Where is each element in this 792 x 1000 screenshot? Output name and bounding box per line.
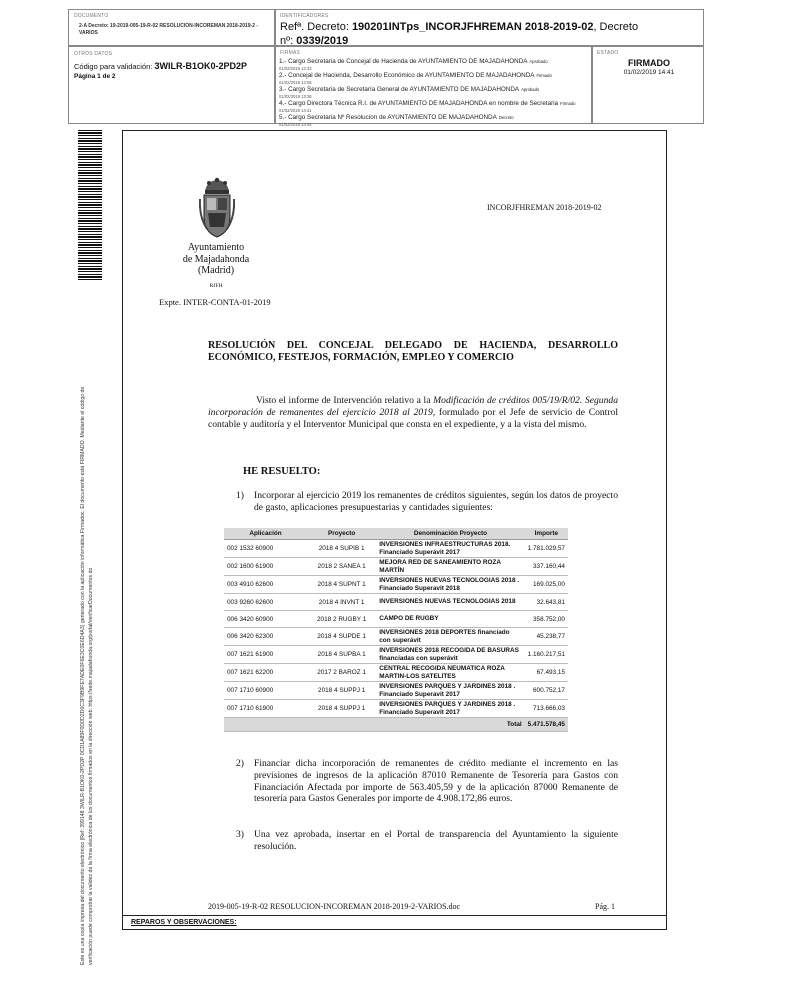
col-denominacion: Denominación Proyecto: [376, 528, 524, 540]
cell-aplicacion: 002 1532 60900: [224, 540, 307, 558]
firma-text: 1.- Cargo Secretaria de Concejal de Hacienda de AYUNTAMIENTO DE MAJADAHONDA: [279, 58, 528, 65]
cell-proyecto: 2018 2 SANEA 1: [307, 558, 376, 576]
firma-date: 01/02/2019 13:06: [279, 80, 312, 85]
firma-date: 01/02/2019 12:33: [279, 66, 312, 71]
cell-importe: 337.160,44: [525, 558, 568, 576]
intro-text-a: Visto el informe de Intervención relativo a la: [256, 395, 434, 406]
ref-line: [280, 20, 700, 48]
firma-status: Aprobado: [529, 59, 548, 64]
intro-paragraph: [208, 395, 618, 430]
firma-status: Firmado: [560, 101, 576, 106]
col-aplicacion: Aplicación: [224, 528, 307, 540]
doc-label: DOCUMENTO: [74, 13, 109, 19]
item-3-number: 3): [236, 829, 244, 840]
reference: INCORJFHREMAN 2018-2019-02: [487, 203, 602, 212]
table-row: [224, 646, 568, 664]
cell-denominacion: INVERSIONES NUEVAS TECNOLOGIAS 2018: [376, 594, 524, 611]
cell-aplicacion: 006 3420 62300: [224, 628, 307, 646]
cell-proyecto: 2018 4 SUPIB 1: [307, 540, 376, 558]
cell-importe: 600.752,17: [525, 682, 568, 700]
table-row: [224, 540, 568, 558]
total-label: Total: [376, 718, 524, 732]
firmas-list: [279, 58, 591, 128]
firma-item: [279, 72, 591, 86]
firma-status: Firmado: [536, 73, 552, 78]
ref-code: 190201INTps_INCORJFHREMAN 2018-2019-02: [351, 21, 594, 33]
cell-proyecto: 2018 2 RUGBY 1: [307, 611, 376, 628]
table-header-row: [224, 528, 568, 540]
cell-importe: 358.752,00: [525, 611, 568, 628]
cell-proyecto: 2018 4 SUPDE 1: [307, 628, 376, 646]
firma-text: 5.- Cargo Secretaria Nº Resolucion de AYUNTAMIENTO DE MAJADAHONDA: [279, 114, 497, 121]
cell-denominacion: CENTRAL RECOGIDA NEUMATICA ROZA MARTIN-LOS SATELITES: [376, 664, 524, 682]
codigo-line: [74, 61, 247, 71]
table-body: [224, 540, 568, 718]
firma-date: 01/02/2019 14:44: [279, 122, 312, 127]
cell-importe: 1.781.029,57: [525, 540, 568, 558]
firmas-label: FIRMAS: [280, 50, 301, 56]
table-row: [224, 682, 568, 700]
estado-label: ESTADO: [597, 50, 619, 56]
initials: RJFH: [209, 283, 223, 289]
table-row: [224, 611, 568, 628]
cell-proyecto: 2017 2 BAROZ 1: [307, 664, 376, 682]
reparos-box: [123, 915, 666, 930]
otros-label: OTROS DATOS: [74, 51, 113, 57]
cell-proyecto: 2018 4 SUPNT 1: [307, 576, 376, 594]
cell-aplicacion: 003 9260 62600: [224, 594, 307, 611]
firma-date: 01/02/2019 13:38: [279, 94, 312, 99]
cell-proyecto: 2018 4 SUPPJ 1: [307, 700, 376, 718]
remanentes-table: [224, 528, 568, 732]
reparos-label: REPAROS Y OBSERVACIONES:: [131, 919, 237, 926]
cell-importe: 32.643,81: [525, 594, 568, 611]
cell-aplicacion: 003 4910 62600: [224, 576, 307, 594]
cell-denominacion: INVERSIONES NUEVAS TECNOLOGIAS 2018 . Financiado Superavit 2018: [376, 576, 524, 594]
item-1-number: 1): [236, 490, 244, 501]
table-row: [224, 594, 568, 611]
cell-proyecto: 2018 4 INVNT 1: [307, 594, 376, 611]
ref-prefix: Refª. Decreto:: [280, 21, 349, 33]
col-proyecto: Proyecto: [307, 528, 376, 540]
otros-datos-box: [68, 46, 275, 124]
table-row: [224, 628, 568, 646]
cell-aplicacion: 002 1600 61900: [224, 558, 307, 576]
item-3-text: Una vez aprobada, insertar en el Portal de transparencia del Ayuntamiento la siguiente resolución.: [254, 829, 618, 852]
org-line-2: de Majadahonda: [182, 253, 250, 265]
estado-fecha: 01/02/2019 14:41: [623, 69, 675, 76]
pagina: Página 1 de 2: [74, 73, 116, 80]
firma-status: Aprobado: [521, 87, 540, 92]
cell-denominacion: INVERSIONES INFRAESTRUCTURAS 2018. Financiado Superávit 2017: [376, 540, 524, 558]
cell-aplicacion: 006 3420 60900: [224, 611, 307, 628]
org-line-1: Ayuntamiento: [187, 242, 245, 253]
firma-item: [279, 58, 591, 72]
col-importe: Importe: [525, 528, 568, 540]
cell-denominacion: INVERSIONES PARQUES Y JARDINES 2018 . Financiado Superavit 2017: [376, 700, 524, 718]
cell-aplicacion: 007 1710 60900: [224, 682, 307, 700]
firma-item: [279, 86, 591, 100]
item-2-number: 2): [236, 758, 244, 769]
cell-denominacion: INVERSIONES PARQUES Y JARDINES 2018 . Financiado Superavit 2017: [376, 682, 524, 700]
side-text-1: Este es una copia impresa del documento electrónico (Ref: 399148 3WILR-B1OK0-2PD2P 0CD1A89F0D0D2D6C3F9B9FE7ADE0F6E3C0E6D4A3) generado con la aplicación informática Firmadoc. El documento está FIRMADO. Mediante el código de: [80, 386, 86, 965]
table-row: [224, 700, 568, 718]
document-box: [68, 9, 275, 46]
firma-text: 3.- Cargo Secretaria de Secretaría General de AYUNTAMIENTO DE MAJADAHONDA: [279, 86, 520, 93]
cell-denominacion: CAMPO DE RUGBY: [376, 611, 524, 628]
table-row: [224, 576, 568, 594]
expediente: Expte. INTER-CONTA-01-2019: [159, 297, 271, 307]
identificadores-box: [275, 9, 704, 46]
cell-importe: 169.025,00: [525, 576, 568, 594]
org-line-3: (Madrid): [197, 265, 235, 276]
cell-aplicacion: 007 1621 62200: [224, 664, 307, 682]
doc-text: 2-A Decreto: 19-2019-005-19-R-02 RESOLUCION-INCOREMAN 2018-2019-2 -VARIOS: [79, 23, 259, 36]
ref-no: 0339/2019: [296, 35, 349, 47]
item-1-text: Incorporar al ejercicio 2019 los remanentes de créditos siguientes, según los datos de proyecto de gasto, aplicaciones presupuestarias y cantidades siguientes:: [254, 490, 618, 513]
barcode: [78, 130, 102, 280]
firma-text: 4.- Cargo Directora Técnica R.I. de AYUNTAMIENTO DE MAJADAHONDA en nombre de Secretaria: [279, 100, 559, 107]
side-text-2: verificación puede comprobar la validez de la firma electrónica de los documentos firmados en la dirección web: https://sede.majadahonda.org/portal/verificarDocumentos.do: [88, 567, 94, 965]
ref-no-label: nº:: [280, 35, 294, 47]
table-row: [224, 558, 568, 576]
firma-status: Decreto: [498, 115, 514, 120]
coat-of-arms-icon: [199, 177, 235, 239]
cell-importe: 713.666,03: [525, 700, 568, 718]
cell-proyecto: 2018 4 SUPPJ 1: [307, 682, 376, 700]
cell-proyecto: 2018 4 SUPBA 1: [307, 646, 376, 664]
resolution-title: RESOLUCIÓN DEL CONCEJAL DELEGADO DE HACIENDA, DESARROLLO ECONÓMICO, FESTEJOS, FORMACIÓN, EMPLEO Y COMERCIO: [208, 340, 618, 363]
codigo-label: Código para validación:: [74, 62, 153, 71]
table-total-row: [224, 718, 568, 732]
cell-importe: 45.238,77: [525, 628, 568, 646]
ident-label: IDENTIFICADORES: [280, 13, 329, 19]
firma-date: 01/02/2019 14:41: [279, 108, 312, 113]
org-name: [163, 242, 269, 277]
cell-denominacion: MEJORA RED DE SANEAMIENTO ROZA MARTÍN: [376, 558, 524, 576]
footer-filename: 2019-005-19-R-02 RESOLUCION-INCOREMAN 2018-2019-2-VARIOS.doc: [208, 902, 461, 911]
intro-text-italic: Modificación de créditos 005/19/R/02. Segunda incorporación de remanentes del ejercicio 2018 al 2019,: [208, 395, 618, 418]
intro-text-b: formulado por el Jefe de servicio de Control contable y auditoría y el Interventor Municipal que consta en el expediente, y a la vista del mismo.: [208, 406, 619, 430]
firma-text: 2.- Concejal de Hacienda, Desarrollo Económico de AYUNTAMIENTO DE MAJADAHONDA: [279, 72, 535, 79]
cell-importe: 67.493,15: [525, 664, 568, 682]
estado-value: FIRMADO: [628, 58, 670, 68]
codigo-value: 3WILR-B1OK0-2PD2P: [154, 61, 248, 71]
total-value: 5.471.578,45: [525, 718, 568, 732]
firmas-box: [275, 46, 592, 127]
table-row: [224, 664, 568, 682]
firma-item: [279, 114, 591, 128]
cell-aplicacion: 007 1710 61900: [224, 700, 307, 718]
footer-page: Pág. 1: [595, 902, 615, 911]
ref-suffix: , Decreto: [593, 21, 639, 33]
cell-denominacion: INVERSIONES 2018 RECOGIDA DE BASURAS financiadas con superávit: [376, 646, 524, 664]
he-resuelto: HE RESUELTO:: [243, 466, 321, 477]
firma-item: [279, 100, 591, 114]
item-2-text: Financiar dicha incorporación de remanentes de crédito mediante el incremento en las previsiones de ingresos de la aplicación 87010 Remanente de Tesorería para Gastos con Financiación Afectada por importe de 563.405,59 y de la aplicación 87000 Remanente de tesorería para Gastos Generales por importe de 4.908.172,86 euros.: [254, 758, 618, 805]
estado-box: [592, 46, 704, 124]
cell-denominacion: INVERSIONES 2018 DEPORTES financiado con superávit: [376, 628, 524, 646]
document-page: [122, 130, 667, 930]
cell-aplicacion: 007 1621 61900: [224, 646, 307, 664]
cell-importe: 1.160.217,51: [525, 646, 568, 664]
